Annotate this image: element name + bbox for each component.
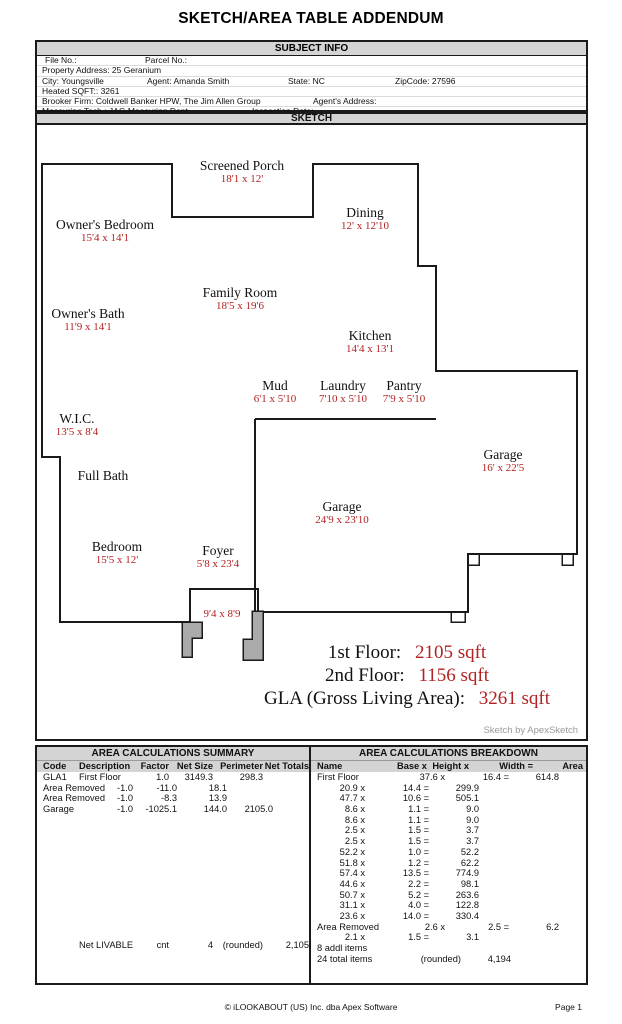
cell-height: 47.7 x bbox=[339, 793, 365, 804]
room-dimensions: 16' x 22'5 bbox=[481, 462, 525, 474]
col-base: Base x bbox=[397, 761, 427, 771]
cell-name: Area Removed bbox=[317, 921, 380, 932]
cell-height: 23.6 x bbox=[339, 910, 365, 921]
subject-info-box bbox=[35, 40, 588, 112]
breakdown-table-row bbox=[311, 772, 586, 783]
field-broker-firm: Brooker Firm: Coldwell Banker HPW, The Jim Allen Group bbox=[42, 96, 261, 107]
room-name: Owner's Bath bbox=[51, 306, 125, 321]
field-state: State: NC bbox=[288, 75, 325, 86]
sketch-header: SKETCH bbox=[35, 112, 588, 125]
col-description: Description bbox=[79, 761, 131, 771]
garage-door-post bbox=[468, 554, 479, 565]
cell-area: 505.1 bbox=[455, 793, 479, 804]
cell-area: 3.7 bbox=[466, 825, 479, 836]
cell-width: 1.1 = bbox=[408, 814, 429, 825]
cell-area: 9.0 bbox=[466, 804, 479, 815]
floor-total-label: GLA (Gross Living Area): bbox=[263, 688, 466, 709]
cell-width: 5.2 = bbox=[408, 889, 429, 900]
room-label bbox=[200, 158, 284, 186]
cell-net-size: -11.0 bbox=[156, 782, 177, 793]
summary-table-row bbox=[37, 783, 309, 794]
cell-height: 44.6 x bbox=[339, 878, 365, 889]
cell-width: 16.4 = bbox=[482, 772, 509, 782]
col-code: Code bbox=[43, 761, 67, 771]
page-title: SKETCH/AREA TABLE ADDENDUM bbox=[178, 10, 444, 27]
cell-description: First Floor bbox=[79, 772, 121, 782]
cell-description: Area Removed bbox=[43, 793, 106, 804]
breakdown-table-row bbox=[311, 804, 586, 815]
summary-table-row bbox=[37, 793, 309, 804]
room-name: Laundry bbox=[320, 378, 366, 393]
net-livable-rounded: (rounded) bbox=[222, 940, 263, 950]
cell-net-size: -8.3 bbox=[160, 793, 177, 804]
cell-height: 2.6 x bbox=[424, 921, 445, 932]
room-name: Kitchen bbox=[348, 328, 392, 343]
cell-name: First Floor bbox=[317, 772, 359, 782]
cell-code: GLA1 bbox=[43, 772, 67, 782]
floor-total-value: 1156 sqft bbox=[418, 665, 489, 686]
floor-total-value: 3261 sqft bbox=[478, 688, 551, 709]
col-name: Name bbox=[317, 761, 343, 771]
cell-perimeter: 18.1 bbox=[208, 782, 227, 793]
net-livable-total: 2,105 bbox=[285, 940, 309, 950]
room-dimensions: 12' x 12'10 bbox=[341, 220, 389, 232]
col-net-totals: Net Totals bbox=[264, 761, 309, 771]
room-name: Pantry bbox=[386, 378, 422, 393]
breakdown-table-row bbox=[311, 825, 586, 836]
area-calculations-breakdown-panel bbox=[311, 747, 586, 983]
cell-area: 52.2 bbox=[460, 846, 479, 857]
summary-table-row bbox=[37, 772, 309, 783]
cell-area: 122.8 bbox=[455, 900, 479, 911]
cell-area: 4,194 bbox=[487, 953, 511, 964]
field-file-no: File No.: bbox=[45, 55, 77, 65]
breakdown-table-footer-row bbox=[311, 954, 586, 965]
cell-height: 37.6 x bbox=[419, 772, 445, 782]
cell-width: 1.5 = bbox=[408, 825, 429, 836]
cell-factor: -1.0 bbox=[116, 782, 133, 793]
cell-perimeter: 13.9 bbox=[208, 793, 227, 804]
cell-area: 330.4 bbox=[455, 910, 479, 921]
col-height: Height x bbox=[432, 761, 469, 771]
cell-area: 62.2 bbox=[460, 857, 479, 868]
room-dimensions: 24'9 x 23'10 bbox=[315, 514, 369, 526]
cell-description: Garage bbox=[43, 804, 75, 815]
col-net-size: Net Size bbox=[176, 761, 213, 771]
room-label bbox=[56, 217, 154, 245]
room-name: Screened Porch bbox=[199, 158, 285, 173]
cell-factor: -1.0 bbox=[116, 804, 133, 815]
field-heated-sqft: Heated SQFT:: 3261 bbox=[42, 85, 120, 96]
footer-page-number: Page 1 bbox=[555, 1002, 582, 1012]
breakdown-table-row bbox=[311, 911, 586, 922]
cell-net-size: -1025.1 bbox=[145, 804, 177, 815]
room-label bbox=[203, 285, 278, 313]
room-label bbox=[78, 468, 129, 483]
room-dimensions: 5'8 x 23'4 bbox=[196, 558, 240, 570]
room-name: Family Room bbox=[202, 285, 278, 300]
col-factor: Factor bbox=[140, 761, 169, 771]
field-city: City: Youngsville bbox=[42, 75, 104, 86]
cell-height: 2.1 x bbox=[344, 932, 365, 943]
cell-width: (rounded) bbox=[420, 953, 461, 964]
cell-description: Area Removed bbox=[43, 782, 106, 793]
room-label bbox=[56, 411, 98, 439]
breakdown-table-row bbox=[311, 815, 586, 826]
room-dimensions: 18'5 x 19'6 bbox=[216, 300, 264, 312]
breakdown-table-row bbox=[311, 868, 586, 879]
field-agents-address: Agent's Address: bbox=[313, 96, 377, 107]
breakdown-table-header-row bbox=[311, 761, 586, 772]
floor-total-label: 2nd Floor: bbox=[325, 665, 405, 686]
cell-width: 10.6 = bbox=[402, 793, 429, 804]
floor-area-totals bbox=[187, 641, 622, 710]
room-dimensions: 6'1 x 5'10 bbox=[253, 393, 297, 405]
room-name: Garage bbox=[322, 499, 362, 514]
net-livable-row bbox=[37, 940, 315, 951]
room-label bbox=[92, 539, 142, 567]
cell-area: 614.8 bbox=[535, 772, 559, 782]
field-property-address: Property Address: 25 Geranium bbox=[42, 65, 162, 76]
cell-code bbox=[43, 940, 79, 951]
room-label bbox=[51, 306, 124, 334]
cell-height: 2.5 x bbox=[344, 836, 365, 847]
cell-net-totals: 2105.0 bbox=[244, 804, 273, 815]
breakdown-table-row bbox=[311, 847, 586, 858]
cell-factor: -1.0 bbox=[116, 793, 133, 804]
cell-width: 13.5 = bbox=[402, 868, 429, 879]
cell-area: 774.9 bbox=[455, 868, 479, 879]
room-name: Mud bbox=[262, 378, 288, 393]
net-livable-count: 4 bbox=[207, 940, 213, 950]
room-label bbox=[346, 328, 394, 356]
breakdown-table-row bbox=[311, 900, 586, 911]
col-width: Width = bbox=[499, 761, 533, 771]
cell-height: 2.5 x bbox=[344, 825, 365, 836]
room-label bbox=[383, 378, 425, 406]
breakdown-table-row bbox=[311, 890, 586, 901]
cell-perimeter: 298.3 bbox=[239, 772, 263, 782]
area-calculations-summary-panel bbox=[37, 747, 311, 983]
room-label bbox=[319, 378, 367, 406]
col-perimeter: Perimeter bbox=[220, 761, 263, 771]
summary-table-row bbox=[37, 804, 309, 815]
cell-factor: 1.0 bbox=[156, 772, 169, 782]
cell-width: 14.0 = bbox=[402, 910, 429, 921]
cell-height: 8.6 x bbox=[344, 804, 365, 815]
cell-area: 263.6 bbox=[455, 889, 479, 900]
area-calculations-box bbox=[35, 745, 588, 985]
room-dimensions: 18'1 x 12' bbox=[220, 173, 264, 185]
field-parcel-no: Parcel No.: bbox=[145, 55, 188, 65]
cell-width: 1.2 = bbox=[408, 857, 429, 868]
net-livable-cnt: cnt bbox=[156, 940, 169, 950]
room-dimensions: 15'5 x 12' bbox=[95, 554, 139, 566]
cell-area: 3.7 bbox=[466, 836, 479, 847]
room-name: Bedroom bbox=[91, 539, 143, 554]
cell-height: 51.8 x bbox=[339, 857, 365, 868]
room-name: Dining bbox=[346, 205, 384, 220]
room-dimensions: 9'4 x 8'9 bbox=[203, 608, 241, 620]
cell-net-size: 3149.3 bbox=[184, 772, 213, 782]
cell-area: 98.1 bbox=[460, 878, 479, 889]
summary-table-title: AREA CALCULATIONS SUMMARY bbox=[37, 747, 309, 761]
breakdown-table-title: AREA CALCULATIONS BREAKDOWN bbox=[311, 747, 586, 761]
cell-width: 1.5 = bbox=[408, 836, 429, 847]
room-dimensions: 13'5 x 8'4 bbox=[55, 426, 99, 438]
breakdown-table-row bbox=[311, 922, 586, 933]
cell-perimeter: 144.0 bbox=[203, 804, 227, 815]
room-dimensions: 7'10 x 5'10 bbox=[319, 393, 367, 405]
cell-name: 8 addl items bbox=[317, 943, 368, 953]
cell-width: 1.0 = bbox=[408, 846, 429, 857]
room-name: Foyer bbox=[202, 543, 234, 558]
breakdown-table-row bbox=[311, 793, 586, 804]
floor-total-line bbox=[187, 664, 622, 687]
cell-width: 1.5 = bbox=[408, 932, 429, 943]
field-agent: Agent: Amanda Smith bbox=[147, 75, 230, 86]
cell-area: 6.2 bbox=[546, 921, 559, 932]
cell-width: 2.2 = bbox=[408, 878, 429, 889]
breakdown-table-row bbox=[311, 858, 586, 869]
cell-height: 8.6 x bbox=[344, 814, 365, 825]
field-zipcode: ZipCode: 27596 bbox=[395, 75, 456, 86]
breakdown-table-row bbox=[311, 932, 586, 943]
apexsketch-watermark: Sketch by ApexSketch bbox=[483, 725, 578, 736]
cell-area: 3.1 bbox=[466, 932, 479, 943]
garage-door-post bbox=[451, 612, 465, 622]
room-name: W.I.C. bbox=[59, 411, 95, 426]
cell-width: 1.1 = bbox=[408, 804, 429, 815]
breakdown-table-footer-row bbox=[311, 943, 586, 954]
cell-height: 57.4 x bbox=[339, 868, 365, 879]
room-label bbox=[482, 447, 524, 475]
room-label bbox=[341, 205, 389, 233]
cell-height: 52.2 x bbox=[339, 846, 365, 857]
summary-table-header-row bbox=[37, 761, 309, 772]
room-name: Full Bath bbox=[77, 468, 129, 483]
room-name: Garage bbox=[483, 447, 523, 462]
room-name: Owner's Bedroom bbox=[55, 217, 155, 232]
cell-height: 50.7 x bbox=[339, 889, 365, 900]
room-label bbox=[197, 543, 239, 571]
cell-area: 299.9 bbox=[455, 782, 479, 793]
cell-name: 24 total items bbox=[317, 953, 373, 964]
subject-info-header: SUBJECT INFO bbox=[37, 42, 586, 56]
cell-area: 9.0 bbox=[466, 814, 479, 825]
cell-width: 2.5 = bbox=[488, 921, 509, 932]
col-area: Area bbox=[562, 761, 583, 771]
garage-door-post bbox=[562, 554, 573, 565]
breakdown-table-row bbox=[311, 783, 586, 794]
breakdown-table-row bbox=[311, 879, 586, 890]
room-label bbox=[254, 378, 296, 406]
room-label bbox=[315, 499, 368, 527]
breakdown-table-row bbox=[311, 836, 586, 847]
cell-width: 14.4 = bbox=[402, 782, 429, 793]
cell-height: 20.9 x bbox=[339, 782, 365, 793]
room-dimensions: 15'4 x 14'1 bbox=[81, 232, 129, 244]
floor-total-label: 1st Floor: bbox=[327, 642, 402, 663]
floor-total-line bbox=[187, 687, 622, 710]
room-label bbox=[204, 608, 241, 621]
floor-total-value: 2105 sqft bbox=[414, 642, 487, 663]
cell-width: 4.0 = bbox=[408, 900, 429, 911]
floor-total-line bbox=[187, 641, 622, 664]
sketch-area bbox=[35, 125, 588, 741]
footer-copyright: © iLOOKABOUT (US) Inc. dba Apex Software bbox=[224, 1002, 398, 1012]
cell-height: 31.1 x bbox=[339, 900, 365, 911]
room-dimensions: 14'4 x 13'1 bbox=[346, 343, 394, 355]
room-dimensions: 11'9 x 14'1 bbox=[64, 321, 112, 333]
net-livable-label: Net LIVABLE bbox=[79, 940, 134, 950]
room-dimensions: 7'9 x 5'10 bbox=[382, 393, 426, 405]
